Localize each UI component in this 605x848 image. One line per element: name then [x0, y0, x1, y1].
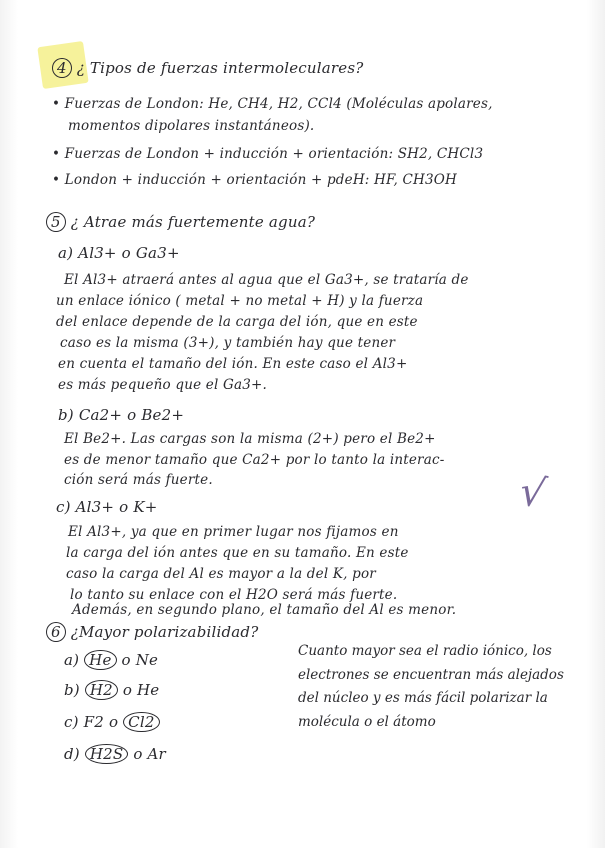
check-mark-icon: √	[516, 468, 550, 518]
q6-option-d-other: Ar	[147, 745, 166, 763]
q5-c-label: c) Al3+ o K+	[56, 498, 158, 516]
q4-bullet-1-text: Fuerzas de London: He, CH4, H2, CCl4 (Moléculas apolares,	[64, 96, 493, 112]
q5-a-line-1: El Al3+ atraerá antes al agua que el Ga3+, se trataría de	[64, 272, 469, 288]
q5-number: 5	[46, 212, 66, 232]
q6-option-a-sep: o	[121, 651, 131, 669]
q5-a-label: a) Al3+ o Ga3+	[58, 244, 180, 262]
q5-c-line-3: caso la carga del Al es mayor a la del K, por	[66, 566, 376, 582]
q6-option-c	[64, 712, 160, 732]
q5-b-line-2: es de menor tamaño que Ca2+ por lo tanto la interac-	[64, 452, 445, 468]
q5-c-line-4: lo tanto su enlace con el H2O será más fuerte.	[70, 587, 398, 603]
q4-number: 4	[52, 58, 72, 78]
q4-bullet-2-text: Fuerzas de London + inducción + orientación: SH2, CHCl3	[64, 146, 484, 162]
q6-option-b-sep: o	[122, 681, 133, 699]
q4-heading	[52, 58, 364, 78]
q6-title: ¿Mayor polarizabilidad?	[70, 623, 259, 641]
q5-b-label: b) Ca2+ o Be2+	[58, 406, 185, 424]
q6-option-b-other: He	[137, 681, 160, 699]
q5-c-line-2: la carga del ión antes que en su tamaño. En este	[66, 545, 409, 561]
q4-title: ¿ Tipos de fuerzas intermoleculares?	[76, 59, 364, 77]
q5-a-line-2: un enlace iónico ( metal + no metal + H) y la fuerza	[56, 293, 424, 309]
q6-option-b-label: b)	[64, 681, 80, 699]
q5-a-line-6: es más pequeño que el Ga3+.	[58, 377, 267, 393]
q6-option-c-label: c)	[64, 713, 79, 731]
q6-option-d-label: d)	[64, 745, 80, 763]
q5-c-line-5: Además, en segundo plano, el tamaño del Al es menor.	[72, 602, 457, 618]
q4-bullet-3: • London + inducción + orientación + pdeH: HF, CH3OH	[52, 172, 457, 188]
q6-explanation: Cuanto mayor sea el radio iónico, los electrones se encuentran más alejados del núcleo y es más fácil polarizar la molécula o el átomo	[298, 643, 564, 730]
q5-heading	[46, 212, 315, 232]
q4-bullet-3-text: London + inducción + orientación + pdeH: HF, CH3OH	[64, 172, 457, 188]
q4-bullet-1: • Fuerzas de London: He, CH4, H2, CCl4 (Moléculas apolares,	[52, 96, 493, 112]
q6-option-b-chosen: H2	[85, 680, 118, 700]
q4-bullet-1-cont: momentos dipolares instantáneos).	[68, 118, 315, 134]
q4-bullet-2: • Fuerzas de London + inducción + orientación: SH2, CHCl3	[52, 146, 484, 162]
q6-option-a-chosen: He	[84, 650, 116, 670]
q5-a-line-5: en cuenta el tamaño del ión. En este caso el Al3+	[58, 356, 408, 372]
q6-option-c-chosen: Cl2	[123, 712, 159, 732]
q5-c-line-1: El Al3+, ya que en primer lugar nos fijamos en	[68, 524, 399, 540]
q5-a-line-3: del enlace depende de la carga del ión, que en este	[56, 314, 418, 330]
q5-b-line-1: El Be2+. Las cargas son la misma (2+) pero el Be2+	[64, 431, 436, 447]
q6-option-b	[64, 680, 159, 700]
q6-option-a	[64, 650, 158, 670]
q6-option-d-chosen: H2S	[85, 744, 129, 764]
q5-a-line-4: caso es la misma (3+), y también hay que tener	[60, 335, 396, 351]
q6-option-a-other: Ne	[135, 651, 159, 669]
q5-title: ¿ Atrae más fuertemente agua?	[70, 213, 316, 231]
q6-heading	[46, 622, 258, 642]
q6-option-d	[64, 744, 166, 764]
q6-option-c-sep: o	[108, 713, 119, 731]
q6-option-a-label: a)	[64, 651, 80, 669]
q6-option-d-sep: o	[133, 745, 143, 763]
q6-number: 6	[46, 622, 66, 642]
q6-option-c-other: F2	[83, 713, 104, 731]
q5-b-line-3: ción será más fuerte.	[64, 472, 213, 488]
